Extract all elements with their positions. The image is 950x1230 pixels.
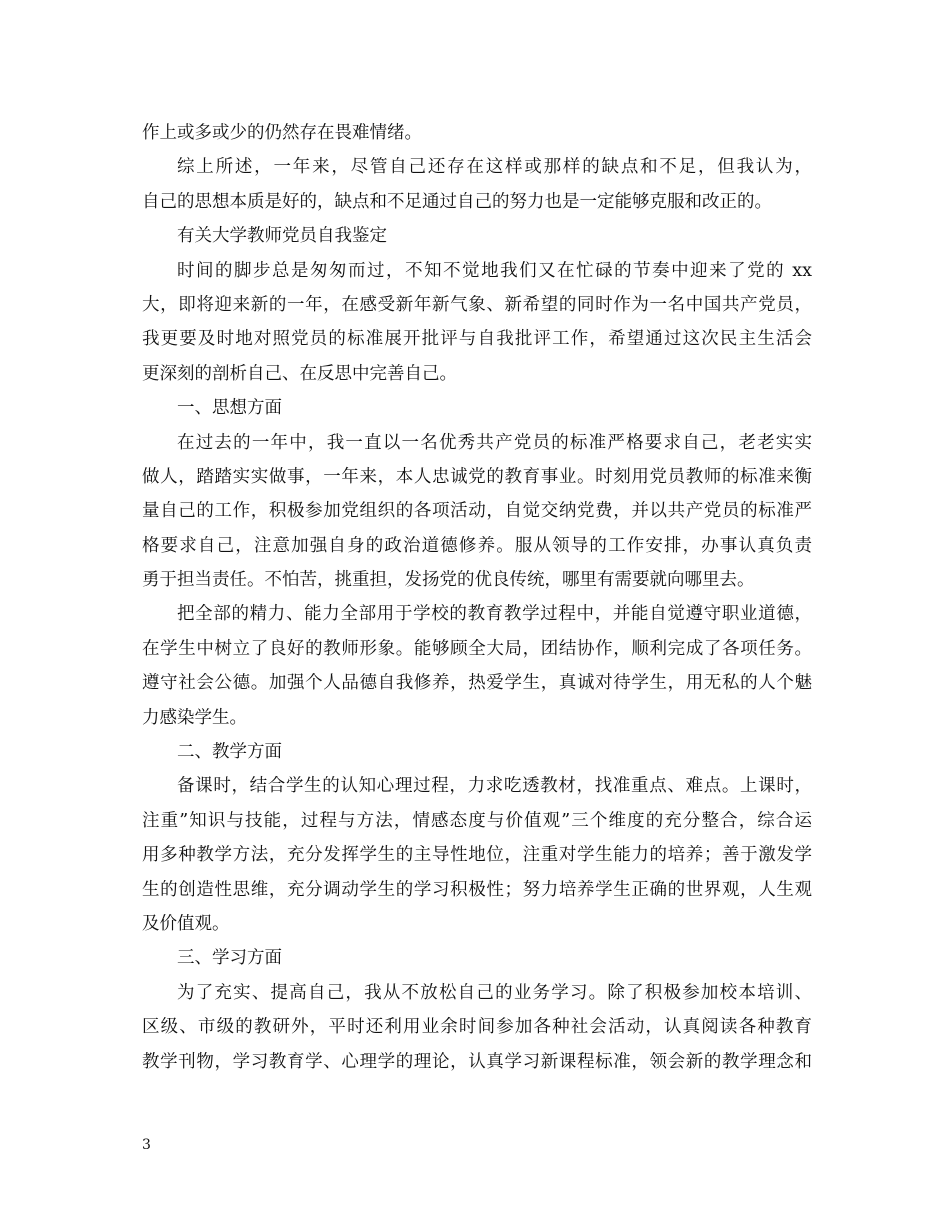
text-line: 格要求自己，注意加强自身的政治道德修养。服从领导的工作安排，办事认真负责: [142, 535, 812, 556]
document-body: [142, 116, 812, 1079]
text-line: 遵守社会公德。加强个人品德自我修养，热爱学生，真诚对待学生，用无私的人个魅: [142, 673, 812, 694]
text-line: 教学刊物，学习教育学、心理学的理论，认真学习新课程标准，领会新的教学理念和: [142, 1051, 812, 1072]
text-line: 勇于担当责任。不怕苦，挑重担，发扬党的优良传统，哪里有需要就向哪里去。: [142, 570, 755, 591]
text-line: 及价值观。: [142, 913, 230, 934]
text-line: 备课时，结合学生的认知心理过程，力求吃透教材，找准重点、难点。上课时，: [177, 776, 812, 797]
text-line: 把全部的精力、能力全部用于学校的教育教学过程中，并能自觉遵守职业道德，: [177, 604, 812, 625]
text-line: 力感染学生。: [142, 707, 247, 728]
text-line: 自己的思想本质是好的，缺点和不足通过自己的努力也是一定能够克服和改正的。: [142, 191, 772, 212]
text-line: 我更要及时地对照党员的标准展开批评与自我批评工作，希望通过这次民主生活会: [142, 329, 812, 350]
text-line: 三、学习方面: [177, 948, 282, 969]
text-line: 生的创造性思维，充分调动学生的学习积极性；努力培养学生正确的世界观，人生观: [142, 879, 812, 900]
text-line: 区级、市级的教研外，平时还利用业余时间参加各种社会活动，认真阅读各种教育: [142, 1017, 812, 1038]
text-line: 时间的脚步总是匆匆而过，不知不觉地我们又在忙碌的节奏中迎来了党的 xx: [177, 260, 812, 281]
text-line: 有关大学教师党员自我鉴定: [177, 226, 387, 247]
text-line: 量自己的工作，积极参加党组织的各项活动，自觉交纳党费，并以共产党员的标准严: [142, 501, 812, 522]
page-number: 3: [142, 1137, 151, 1153]
text-line: 在过去的一年中，我一直以一名优秀共产党员的标准严格要求自己，老老实实: [177, 432, 812, 453]
text-line: 为了充实、提高自己，我从不放松自己的业务学习。除了积极参加校本培训、: [177, 982, 812, 1003]
text-line: 用多种教学方法，充分发挥学生的主导性地位，注重对学生能力的培养；善于激发学: [142, 845, 812, 866]
text-line: 大，即将迎来新的一年，在感受新年新气象、新希望的同时作为一名中国共产党员，: [142, 294, 812, 315]
text-line: 一、思想方面: [177, 398, 282, 419]
text-line: 二、教学方面: [177, 742, 282, 763]
text-line: 在学生中树立了良好的教师形象。能够顾全大局，团结协作，顺利完成了各项任务。: [142, 638, 812, 659]
text-line: 综上所述，一年来，尽管自己还存在这样或那样的缺点和不足，但我认为，: [177, 157, 812, 178]
text-line: 做人，踏踏实实做事，一年来，本人忠诚党的教育事业。时刻用党员教师的标准来衡: [142, 466, 812, 487]
text-line: 注重”知识与技能，过程与方法，情感态度与价值观”三个维度的充分整合，综合运: [142, 810, 812, 831]
text-line: 作上或多或少的仍然存在畏难情绪。: [142, 123, 422, 143]
text-line: 更深刻的剖析自己、在反思中完善自己。: [142, 363, 457, 384]
